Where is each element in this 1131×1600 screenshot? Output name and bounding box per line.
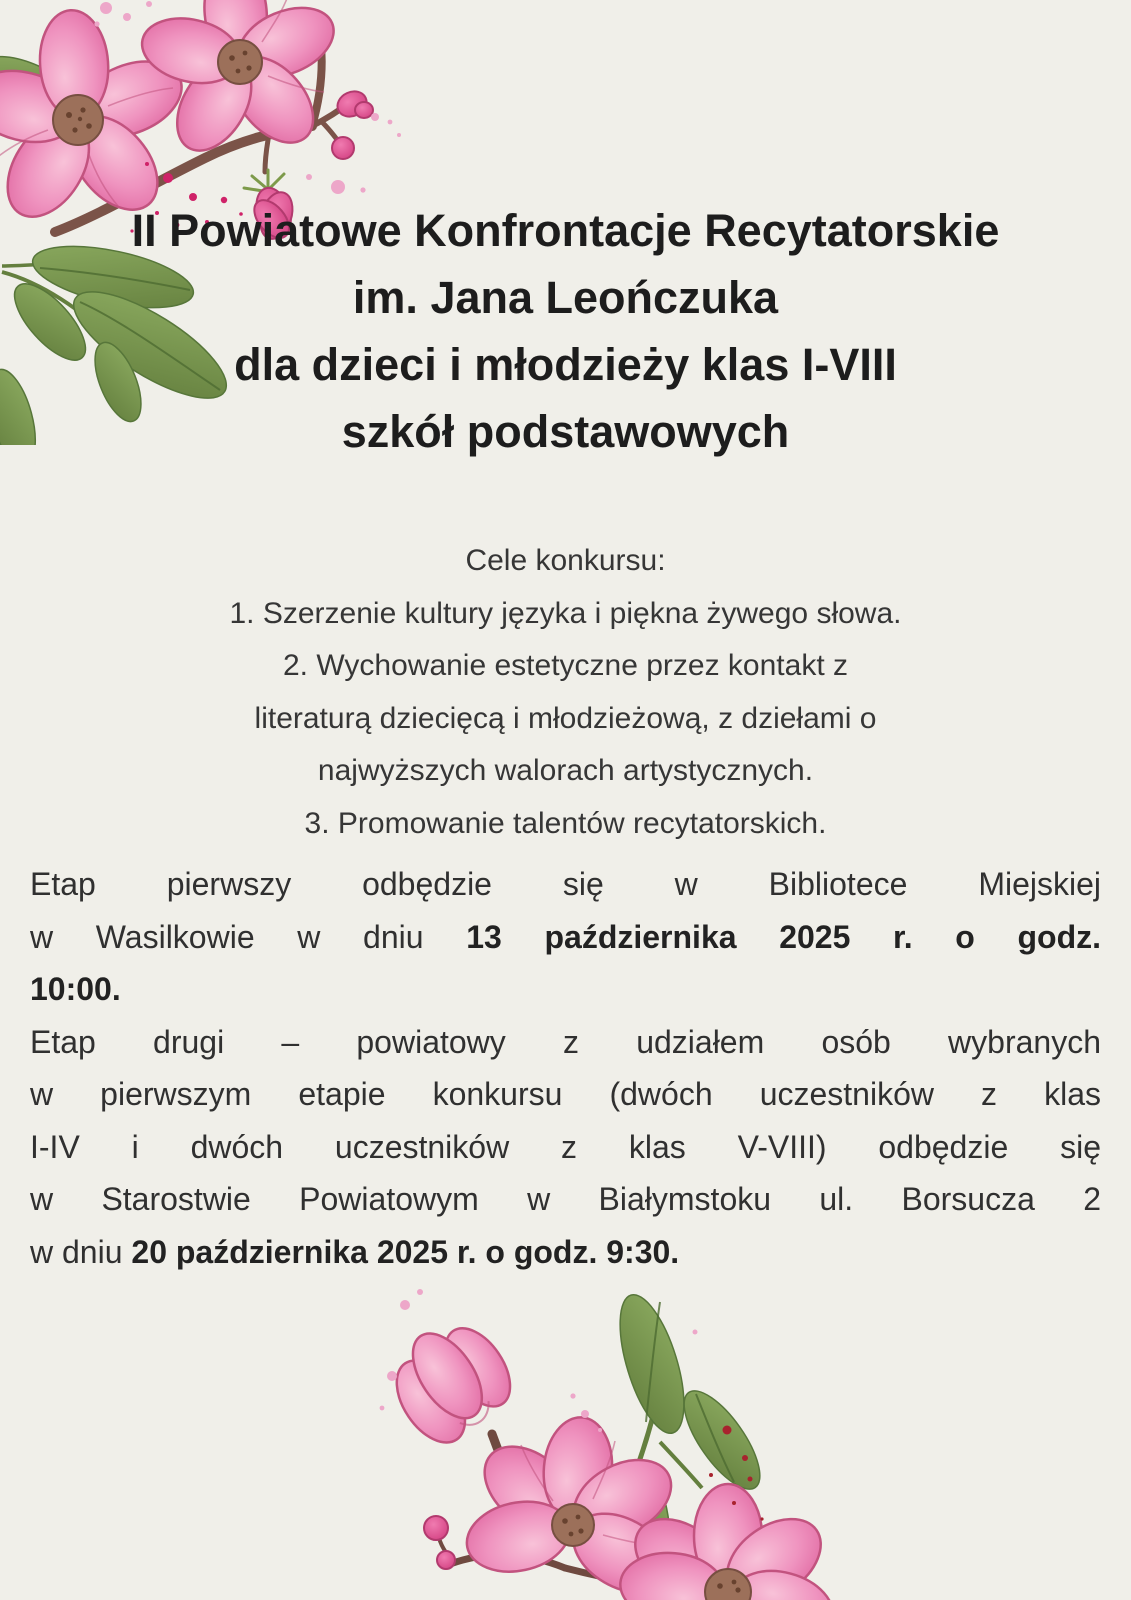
stage1-date-time: 13 października 2025 r. o godz. bbox=[466, 918, 1102, 955]
flower-illustration-bottom bbox=[330, 1272, 850, 1600]
tulip-blossom bbox=[375, 1305, 525, 1454]
title-line-3: dla dzieci i młodzieży klas I-VIII bbox=[234, 339, 897, 390]
goal-item-1: 1. Szerzenie kultury języka i piękna żywego słowa. bbox=[229, 596, 902, 630]
stage2-line5-text: w dniu bbox=[30, 1233, 123, 1270]
stage2-line-1: Etap drugi – powiatowy z udziałem osób wybranych bbox=[30, 1023, 1101, 1060]
poster-title bbox=[0, 0, 1131, 465]
stages-section bbox=[30, 858, 1101, 1278]
goal-item-2: 2. Wychowanie estetyczne przez kontakt z bbox=[283, 649, 848, 682]
stage-second-paragraph bbox=[30, 1016, 1101, 1279]
stage2-line-2: w pierwszym etapie konkursu (dwóch uczestników z klas bbox=[30, 1076, 1101, 1112]
goal-item-2-cont2: najwyższych walorach artystycznych. bbox=[317, 754, 814, 787]
stage1-line-2 bbox=[30, 911, 1101, 964]
title-line-4: szkół podstawowych bbox=[341, 406, 790, 457]
stage2-date-time: 20 października 2025 r. o godz. 9:30. bbox=[131, 1233, 680, 1270]
goals-heading: Cele konkursu: bbox=[465, 544, 666, 577]
title-line-2: im. Jana Leończuka bbox=[352, 272, 779, 323]
stage2-line-3: I-IV i dwóch uczestników z klas V-VIII) odbędzie się bbox=[30, 1128, 1101, 1165]
goals-section bbox=[0, 535, 1131, 850]
stage1-line-3 bbox=[30, 963, 1101, 1016]
stage1-line-1: Etap pierwszy odbędzie się w Bibliotece Miejskiej bbox=[30, 866, 1101, 902]
goal-item-2-cont: literaturą dziecięcą i młodzieżową, z dziełami o bbox=[254, 701, 877, 735]
title-line-1: II Powiatowe Konfrontacje Recytatorskie bbox=[131, 205, 1000, 256]
goal-item-3: 3. Promowanie talentów recytatorskich. bbox=[304, 806, 827, 840]
stage-first-paragraph bbox=[30, 858, 1101, 1016]
stage2-line-5 bbox=[30, 1226, 1101, 1279]
stage2-line-4: w Starostwie Powiatowym w Białymstoku ul. Borsucza 2 bbox=[30, 1181, 1101, 1217]
stage1-hour: 10:00. bbox=[30, 971, 121, 1007]
stage1-line2-text: w Wasilkowie w dniu bbox=[30, 918, 424, 955]
